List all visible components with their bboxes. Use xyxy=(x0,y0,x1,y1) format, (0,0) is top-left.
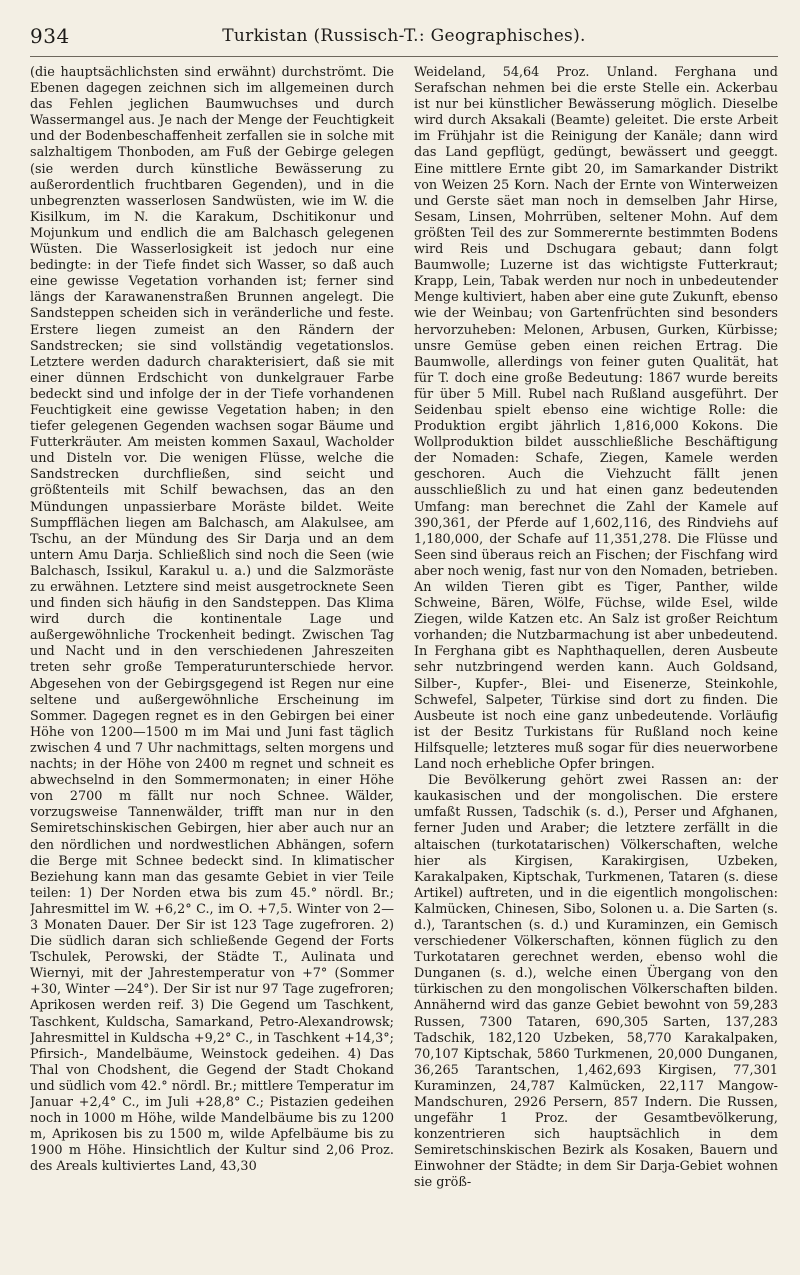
paragraph: Die Bevölkerung gehört zwei Rassen an: der kaukasischen und der mongolischen. Die erstere umfaßt Russen, Tadschik (s. d.), Perser und Afghanen, ferner Juden und Araber; die letztere zerfällt in die altaischen (turkotatarischen) Völkerschaften, welche hier als Kirgisen, Karakirgisen, Uzbeken, Karakalpaken, Kiptschak, Turkmenen, Tataren (s. diese Artikel) auftreten, und in die eigentlich mongolischen: Kalmücken, Chinesen, Sibo, Solonen u. a. Die Sarten (s. d.), Tarantschen (s. d.) und Kuraminzen, ein Gemisch verschiedener Völkerschaften, können füglich zu den Turkotataren gerechnet werden, ebenso wohl die Dunganen (s. d.), welche einen Übergang von den türkischen zu den mongolischen Völkerschaften bilden. Annähernd wird das ganze Gebiet bewohnt von 59,283 Russen, 7300 Tataren, 690,305 Sarten, 137,283 Tadschik, 182,120 Uzbeken, 58,770 Karakalpaken, 70,107 Kiptschak, 5860 Turkmenen, 20,000 Dunganen, 36,265 Tarantschen, 1,462,693 Kirgisen, 77,301 Kuraminzen, 24,787 Kalmücken, 22,117 Mangow-Mandschuren, 2926 Persern, 857 Indern. Die Russen, ungefähr 1 Proz. der Gesamtbevölkerung, konzentrieren sich hauptsächlich in dem Semiretschinskischen Bezirk als Kosaken, Bauern und Einwohner der Städte; in dem Sir Darja-Gebiet wohnen sie größ- xyxy=(414,773,778,1191)
left-column xyxy=(30,65,394,1255)
text-columns xyxy=(30,65,778,1255)
page-number: 934 xyxy=(30,24,70,48)
running-head: Turkistan (Russisch-T.: Geographisches). xyxy=(222,26,586,46)
page-header xyxy=(30,22,778,57)
encyclopedia-page xyxy=(30,22,778,1262)
paragraph: Weideland, 54,64 Proz. Unland. Ferghana und Serafschan nehmen bei die erste Stelle ein. Ackerbau ist nur bei künstlicher Bewässerung möglich. Dieselbe wird durch Aksakali (Beamte) geleitet. Die erste Arbeit im Frühjahr ist die Reinigung der Kanäle; dann wird das Land gepflügt, gedüngt, bewässert und geeggt. Eine mittlere Ernte gibt 20, im Samarkander Distrikt von Weizen 25 Korn. Nach der Ernte von Winterweizen und Gerste säet man noch in demselben Jahr Hirse, Sesam, Linsen, Mohrrüben, seltener Mohn. Auf dem größten Teil des zur Sommerernte bestimmten Bodens wird Reis und Dschugara gebaut; dann folgt Baumwolle; Luzerne ist das wichtigste Futterkraut; Krapp, Lein, Tabak werden nur noch in unbedeutender Menge kultiviert, haben aber eine gute Zukunft, ebenso wie der Weinbau; von Gartenfrüchten sind besonders hervorzuheben: Melonen, Arbusen, Gurken, Kürbisse; unsre Gemüse geben einen reichen Ertrag. Die Baumwolle, allerdings von feiner guten Qualität, hat für T. doch eine große Bedeutung: 1867 wurde bereits für über 5 Mill. Rubel nach Rußland ausgeführt. Der Seidenbau spielt ebenso eine wichtige Rolle: die Produktion ergibt jährlich 1,816,000 Kokons. Die Wollproduktion bildet ausschließliche Beschäftigung der Nomaden: Schafe, Ziegen, Kamele werden geschoren. Auch die Viehzucht fällt jenen ausschließlich zu und hat einen ganz bedeutenden Umfang: man berechnet die Zahl der Kamele auf 390,361, der Pferde auf 1,602,116, des Rindviehs auf 1,180,000, der Schafe auf 11,351,278. Die Flüsse und Seen sind überaus reich an Fischen; der Fischfang wird aber noch wenig, fast nur von den Nomaden, betrieben. An wilden Tieren gibt es Tiger, Panther, wilde Schweine, Bären, Wölfe, Füchse, wilde Esel, wilde Ziegen, wilde Katzen etc. An Salz ist großer Reichtum vorhanden; die Nutzbarmachung ist aber unbedeutend. In Ferghana gibt es Naphthaquellen, deren Ausbeute sehr nutzbringend werden kann. Auch Goldsand, Silber-, Kupfer-, Blei- und Eisenerze, Steinkohle, Schwefel, Salpeter, Türkise sind dort zu finden. Die Ausbeute ist noch eine ganz unbedeutende. Vorläufig ist der Besitz Turkistans für Rußland noch keine Hilfsquelle; letzteres muß sogar für dies neuerworbene Land noch erhebliche Opfer bringen. xyxy=(414,65,778,773)
paragraph: (die hauptsächlichsten sind erwähnt) durchströmt. Die Ebenen dagegen zeichnen sich im allgemeinen durch das Fehlen jeglichen Baumwuchses und durch Wassermangel aus. Je nach der Menge der Feuchtigkeit und der Bodenbeschaffenheit zerfallen sie in solche mit salzhaltigem Thonboden, am Fuß der Gebirge gelegen (sie werden durch künstliche Bewässerung zu außerordentlich fruchtbaren Gegenden), und in die unbegrenzten wasserlosen Sandwüsten, wie im W. die Kisilkum, im N. die Karakum, Dschitikonur und Mojunkum und endlich die am Balchasch gelegenen Wüsten. Die Wasserlosigkeit ist jedoch nur eine bedingte: in der Tiefe findet sich Wasser, so daß auch eine gewisse Vegetation vorhanden ist; ferner sind längs der Karawanenstraßen Brunnen angelegt. Die Sandsteppen scheiden sich in veränderliche und feste. Erstere liegen zumeist an den Rändern der Sandstrecken; sie sind vollständig vegetationslos. Letztere werden dadurch charakterisiert, daß sie mit einer dünnen Erdschicht von dunkelgrauer Farbe bedeckt sind und infolge der in der Tiefe vorhandenen Feuchtigkeit eine gewisse Vegetation haben; in den tiefer gelegenen Gegenden wachsen sogar Bäume und Futterkräuter. Am meisten kommen Saxaul, Wacholder und Disteln vor. Die wenigen Flüsse, welche die Sandstrecken durchfließen, sind seicht und größtenteils mit Schilf bewachsen, das an den Mündungen unpassierbare Moräste bildet. Weite Sumpfflächen liegen am Balchasch, am Alakulsee, am Tschu, an der Mündung des Sir Darja und an dem untern Amu Darja. Schließlich sind noch die Seen (wie Balchasch, Issikul, Karakul u. a.) und die Salzmoräste zu erwähnen. Letztere sind meist ausgetrocknete Seen und finden sich häufig in den Sandsteppen. Das Klima wird durch die kontinentale Lage und außergewöhnliche Trockenheit bedingt. Zwischen Tag und Nacht und in den verschiedenen Jahreszeiten treten sehr große Temperaturunterschiede hervor. Abgesehen von der Gebirgsgegend ist Regen nur eine seltene und außergewöhnliche Erscheinung im Sommer. Dagegen regnet es in den Gebirgen bei einer Höhe von 1200—1500 m im Mai und Juni fast täglich zwischen 4 und 7 Uhr nachmittags, selten morgens und nachts; in der Höhe von 2400 m regnet und schneit es abwechselnd in den Sommermonaten; in einer Höhe von 2700 m fällt nur noch Schnee. Wälder, vorzugsweise Tannenwälder, trifft man nur in den Semiretschinskischen Gebirgen, hier aber auch nur an den nördlichen und nordwestlichen Abhängen, sofern die Berge mit Schnee bedeckt sind. In klimatischer Beziehung kann man das gesamte Gebiet in vier Teile teilen: 1) Der Norden etwa bis zum 45.° nördl. Br.; Jahresmittel im W. +6,2° C., im O. +7,5. Winter von 2—3 Monaten Dauer. Der Sir ist 123 Tage zugefroren. 2) Die südlich daran sich schließende Gegend der Forts Tschulek, Perowski, der Städte T., Aulinata und Wiernyi, mit der Jahrestemperatur von +7° (Sommer +30, Winter —24°). Der Sir ist nur 97 Tage zugefroren; Aprikosen werden reif. 3) Die Gegend um Taschkent, Taschkent, Kuldscha, Samarkand, Petro-Alexandrowsk; Jahresmittel in Kuldscha +9,2° C., in Taschkent +14,3°; Pfirsich-, Mandelbäume, Weinstock gedeihen. 4) Das Thal von Chodshent, die Gegend der Stadt Chokand und südlich vom 42.° nördl. Br.; mittlere Temperatur im Januar +2,4° C., im Juli +28,8° C.; Pistazien gedeihen noch in 1000 m Höhe, wilde Mandelbäume bis zu 1200 m, Aprikosen bis zu 1500 m, wilde Apfelbäume bis zu 1900 m Höhe. Hinsichtlich der Kultur sind 2,06 Proz. des Areals kultiviertes Land, 43,30 xyxy=(30,65,394,1175)
right-column xyxy=(414,65,778,1255)
